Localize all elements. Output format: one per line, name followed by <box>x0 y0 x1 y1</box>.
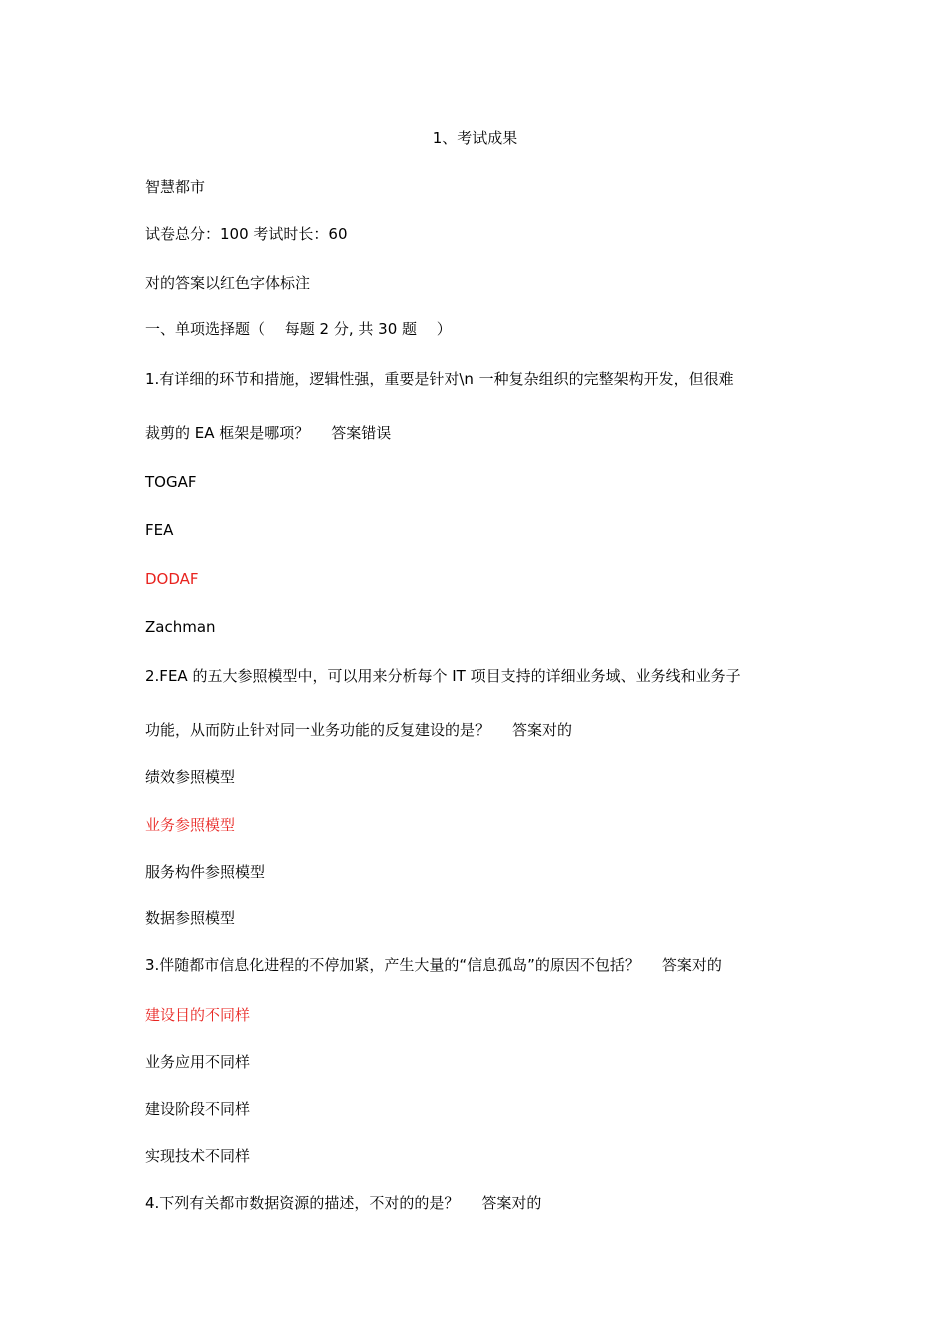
question-1-option-b: FEA <box>145 521 174 539</box>
question-3-option-a-correct: 建设目的不同样 <box>145 1006 251 1024</box>
question-2-result: 答案对的 <box>512 721 573 739</box>
question-1-option-c-correct: DODAF <box>145 570 199 588</box>
answer-note: 对的答案以红色字体标注 <box>145 274 311 292</box>
question-3-option-c: 建设阶段不同样 <box>145 1100 251 1118</box>
question-3-result: 答案对的 <box>661 956 722 974</box>
question-1-option-a: TOGAF <box>145 473 197 491</box>
question-2-text-line2 <box>145 720 572 740</box>
question-4-text <box>145 1193 541 1213</box>
question-1-result: 答案错误 <box>331 424 392 442</box>
question-2-option-c: 服务构件参照模型 <box>145 863 266 881</box>
question-1-stem: 裁剪的 EA 框架是哪项？ <box>145 424 310 442</box>
question-3-option-b: 业务应用不同样 <box>145 1053 251 1071</box>
question-4-stem: 4.下列有关都市数据资源的描述，不对的的是？ <box>145 1194 460 1212</box>
subject-line: 智慧都市 <box>145 178 206 196</box>
question-2-option-b-correct: 业务参照模型 <box>145 816 236 834</box>
question-3-text <box>145 955 722 975</box>
question-1-text-line2 <box>145 423 391 443</box>
question-2-text-line1: 2.FEA 的五大参照模型中，可以用来分析每个 IT 项目支持的详细业务域、业务线和业务子 <box>145 667 741 685</box>
question-1-option-d: Zachman <box>145 618 216 636</box>
section-heading: 一、单项选择题（ 每题 2 分, 共 30 题 ） <box>145 320 452 338</box>
question-1-text-line1: 1.有详细的环节和措施，逻辑性强，重要是针对\n 一种复杂组织的完整架构开发，但很难 <box>145 370 734 388</box>
question-2-option-d: 数据参照模型 <box>145 909 236 927</box>
question-2-stem: 功能，从而防止针对同一业务功能的反复建设的是？ <box>145 721 491 739</box>
question-3-option-d: 实现技术不同样 <box>145 1147 251 1165</box>
exam-meta: 试卷总分：100 考试时长：60 <box>145 225 348 243</box>
question-2-option-a: 绩效参照模型 <box>145 768 236 786</box>
question-4-result: 答案对的 <box>481 1194 542 1212</box>
question-3-stem: 3.伴随都市信息化进程的不停加紧，产生大量的“信息孤岛”的原因不包括？ <box>145 956 640 974</box>
document-title: 1、考试成果 <box>432 129 518 147</box>
